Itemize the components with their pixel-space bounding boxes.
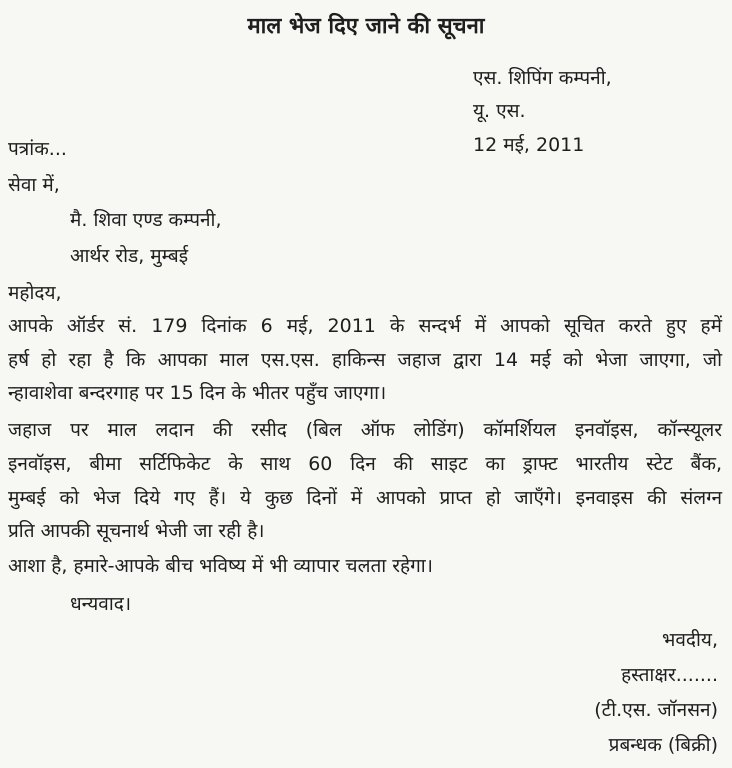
letter-title: माल भेज दिए जाने की सूचना — [247, 14, 485, 39]
sender-company: एस. शिपिंग कम्पनी, — [473, 67, 612, 89]
paragraph-1-line: आपके ऑर्डर सं. 179 दिनांक 6 मई, 2011 के सन्दर्भ में आपको सूचित करते हुए हमें — [8, 315, 722, 337]
recipient-address: आर्थर रोड, मुम्बई — [70, 245, 189, 267]
paragraph-2-line: इनवॉइस, बीमा सर्टिफिकेट के साथ 60 दिन की साइट का ड्राफ्ट भारतीय स्टेट बैंक, — [8, 453, 722, 475]
signature: हस्ताक्षर....... — [621, 664, 718, 686]
greeting: महोदय, — [8, 282, 62, 304]
closing-yours: भवदीय, — [662, 629, 718, 651]
paragraph-1-line: हर्ष हो रहा है कि आपका माल एस.एस. हाकिन्स जहाज द्वारा 14 मई को भेजा जाएगा, जो — [8, 349, 722, 371]
signatory-name: (टी.एस. जॉनसन) — [594, 699, 718, 721]
signatory-designation: प्रबन्धक (बिक्री) — [608, 734, 718, 756]
paragraph-2-line: प्रति आपकी सूचनार्थ भेजी जा रही है। — [8, 520, 265, 542]
paragraph-2-line: मुम्बई को भेज दिये गए हैं। ये कुछ दिनों में आपको प्राप्त हो जाएँगे। इनवाइस की संलग्न — [8, 487, 722, 509]
paragraph-1-line: न्हावाशेवा बन्दरगाह पर 15 दिन के भीतर पहुँच जाएगा। — [8, 382, 387, 404]
paragraph-3: आशा है, हमारे-आपके बीच भविष्य में भी व्यापार चलता रहेगा। — [8, 555, 433, 577]
letter-date: 12 मई, 2011 — [473, 134, 585, 156]
recipient-name: मै. शिवा एण्ड कम्पनी, — [70, 209, 222, 231]
reference-number: पत्रांक... — [8, 138, 67, 160]
thanks: धन्यवाद। — [70, 593, 132, 615]
sender-place: यू. एस. — [473, 100, 526, 122]
salutation-to: सेवा में, — [8, 174, 60, 196]
paragraph-2-line: जहाज पर माल लदान की रसीद (बिल ऑफ लोडिंग) कॉमर्शियल इनवॉइस, कॉन्स्यूलर — [8, 419, 722, 441]
